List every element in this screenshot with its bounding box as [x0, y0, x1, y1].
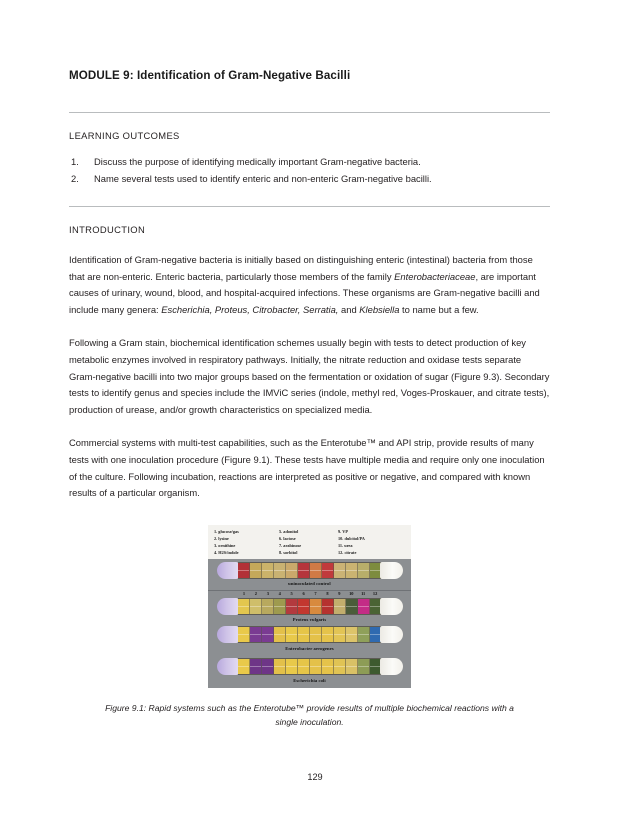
tube-compartment [334, 599, 346, 614]
tube-compartment [298, 627, 310, 642]
legend-column-1: 1. glucose/gas 2. lysine 3. ornithine 4. H2S/indole [214, 528, 239, 556]
enterotube-strip [217, 658, 402, 675]
tube-compartment [262, 599, 274, 614]
tube-compartment [250, 563, 262, 578]
introduction-heading: INTRODUCTION [69, 224, 146, 236]
enterotube-strip [217, 598, 402, 615]
tube-compartment [262, 659, 274, 674]
tube-compartment [358, 659, 370, 674]
list-item-number: 1. [71, 156, 79, 168]
tube-compartment [262, 563, 274, 578]
tube-compartment [322, 563, 334, 578]
tube-compartment [250, 659, 262, 674]
tube-cap-left-icon [217, 626, 239, 643]
tube-cap-right-icon [380, 562, 403, 579]
tube-compartment [346, 627, 358, 642]
tube-compartment [274, 599, 286, 614]
paragraph-intro-1: Identification of Gram-negative bacteria is initially based on distinguishing enteric (intestinal) bacteria from those that are non-enteric. Enteric bacteria, particularly those members of the family Enterobacteriaceae, are important causes of urinary, wound, blood, and hospital-acquired infections. These organisms are Gram-negative bacilli and include many genera: Escherichia, Proteus, Citrobacter, Serratia, and Klebsiella to name but a few. [69, 254, 540, 315]
tube-compartments [238, 658, 381, 675]
tube-compartment [358, 627, 370, 642]
tube-cap-right-icon [380, 658, 403, 675]
tube-compartment [334, 627, 346, 642]
tube-compartment [298, 599, 310, 614]
divider-top [69, 112, 550, 113]
strip-row [208, 559, 411, 591]
list-item-text: Name several tests used to identify enteric and non-enteric Gram-negative bacilli. [94, 172, 432, 184]
tube-compartment [322, 599, 334, 614]
tube-compartment [274, 627, 286, 642]
tube-compartment [250, 599, 262, 614]
tube-compartment [310, 599, 322, 614]
divider-middle [69, 206, 550, 207]
figure-caption: Figure 9.1: Rapid systems such as the Enterotube™ provide results of multiple biochemical reactions with a single inoculation. [105, 702, 514, 727]
strip-label: Escherichia coli [293, 677, 326, 683]
strip-label: Proteus vulgaris [292, 616, 327, 622]
tube-compartment [334, 563, 346, 578]
tube-compartment [346, 599, 358, 614]
tube-compartment [286, 563, 298, 578]
list-item-number: 2. [71, 172, 79, 184]
strip-label: Enterobacter aerogenes [285, 645, 334, 651]
page-title: MODULE 9: Identification of Gram-Negative Bacilli [69, 69, 351, 82]
tube-compartment [250, 627, 262, 642]
tube-compartments [238, 626, 381, 643]
tube-compartment [274, 563, 286, 578]
page-content [69, 68, 550, 729]
enterotube-strip [217, 562, 402, 579]
list-item-text: Discuss the purpose of identifying medically important Gram-negative bacteria. [94, 156, 421, 168]
tube-compartment [358, 599, 370, 614]
legend-column-2: 5. adonitol 6. lactose 7. arabinose 8. sorbitol [279, 528, 302, 556]
tube-compartment [358, 563, 370, 578]
tube-compartment [238, 627, 250, 642]
learning-outcomes-heading: LEARNING OUTCOMES [69, 130, 180, 142]
tube-compartment [238, 599, 250, 614]
tube-compartment [334, 659, 346, 674]
figure-image-enterotube [208, 525, 411, 688]
tube-compartment [346, 563, 358, 578]
tube-compartment [298, 563, 310, 578]
learning-outcomes-list [69, 154, 550, 187]
tube-compartment [346, 659, 358, 674]
compartment-number-row: 1 2 3 4 5 6 7 8 9 10 11 12 [242, 590, 378, 596]
tube-compartments [238, 562, 381, 579]
tube-cap-right-icon [380, 598, 403, 615]
list-item [69, 154, 550, 171]
figure-block [69, 525, 550, 729]
tube-compartment [310, 563, 322, 578]
tube-compartment [310, 627, 322, 642]
tube-cap-left-icon [217, 562, 239, 579]
figure-legend-panel [208, 525, 411, 559]
tube-compartment [310, 659, 322, 674]
tube-cap-left-icon [217, 598, 239, 615]
strip-row [208, 591, 411, 625]
enterotube-strip [217, 626, 402, 643]
legend-column-3: 9. VP 10. dulcitol/PA 11. urea 12. citrate [338, 528, 365, 556]
paragraph-intro-2: Following a Gram stain, biochemical identification schemes usually begin with tests to detect production of key metabolic enzymes involved in respiratory pathways. Initially, the nitrate reduction and oxidase tests separate Gram-negative bacilli into two major groups based on the fermentation or oxidation of sugar (Figure 9.3). Secondary tests to identify genus and species include the IMViC series (indole, methyl red, Voges-Proskauer, and citrate tests), production of urease, and/or growth characteristics on specialized media. [69, 337, 550, 415]
tube-compartment [322, 627, 334, 642]
list-item [69, 171, 550, 188]
strip-row [208, 656, 411, 688]
tube-compartment [238, 563, 250, 578]
figure-strips [208, 559, 411, 688]
strip-row [208, 625, 411, 656]
page-number: 129 [307, 772, 323, 782]
tube-compartments [238, 598, 381, 615]
tube-compartment [274, 659, 286, 674]
tube-compartment [238, 659, 250, 674]
strip-label: uninoculated control [288, 580, 331, 586]
tube-cap-right-icon [380, 626, 403, 643]
tube-compartment [298, 659, 310, 674]
tube-compartment [322, 659, 334, 674]
tube-compartment [262, 627, 274, 642]
tube-compartment [286, 627, 298, 642]
tube-cap-left-icon [217, 658, 239, 675]
paragraph-intro-3: Commercial systems with multi-test capabilities, such as the Enterotube™ and API strip, provide results of many tests with one inoculation procedure (Figure 9.1). These tests have multiple media and require only one inoculation of the culture. Following incubation, reactions are interpreted as positive or negative, and compared with known results of a particular organism. [69, 437, 545, 499]
tube-compartment [286, 659, 298, 674]
tube-compartment [286, 599, 298, 614]
